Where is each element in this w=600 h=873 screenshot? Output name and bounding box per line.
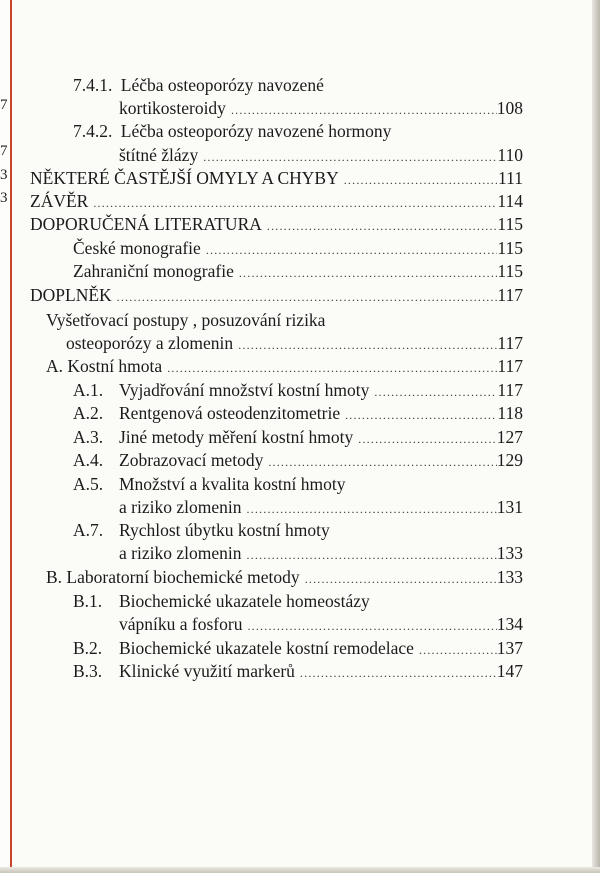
toc-entry-a5-cont[interactable] [119,497,523,519]
entry-title: Biochemické ukazatele kostní remodelace [119,638,414,658]
entry-title: Vyšetřovací postupy , posuzování rizika [46,310,326,330]
toc-entry-doplnek[interactable] [30,285,523,307]
leader-dots [302,569,497,589]
entry-title-cont: štítné žlázy [119,145,199,165]
toc-entry-vysetrovaci-postupy[interactable] [46,310,325,330]
entry-number: B.2. [73,638,103,658]
leader-dots [164,358,497,378]
toc-entry-b1[interactable] [73,591,370,611]
leader-dots [342,405,497,425]
page-number: 134 [496,614,523,634]
leader-dots [243,545,496,565]
entry-title: Klinické využití markerů [119,661,295,681]
margin-fragment: 7 [0,97,8,113]
toc-entry-7-4-2-cont[interactable] [119,145,523,167]
leader-dots [265,452,496,472]
leader-dots [264,216,497,236]
leader-dots [371,382,497,402]
page-number: 133 [496,543,523,563]
toc-entry-a5[interactable] [73,474,346,494]
toc-entry-vysetrovaci-postupy-cont[interactable] [66,333,523,355]
leader-dots [228,100,497,120]
toc-entry-zahranicni-monografie[interactable] [73,261,523,283]
entry-title: B. Laboratorní biochemické metody [46,567,300,587]
entry-title-cont: a riziko zlomenin [119,497,242,517]
page-number: 117 [497,333,523,353]
entry-number: A.2. [73,403,104,423]
entry-title: ZÁVĚR [30,191,89,211]
leader-dots [243,499,496,519]
leader-dots [297,663,497,683]
entry-title: Biochemické ukazatele homeostázy [119,591,370,611]
toc-entry-b2[interactable] [73,638,523,660]
entry-title: Vyjadřování množství kostní hmoty [119,380,370,400]
page-number: 108 [496,98,523,118]
page-number: 137 [496,638,523,658]
page-number: 117 [497,285,523,305]
margin-fragment: 3 [0,190,8,206]
entry-title: DOPORUČENÁ LITERATURA [30,214,262,234]
toc-entry-a3[interactable] [73,427,523,449]
page-number: 127 [496,427,523,447]
entry-title: Rentgenová osteodenzitometrie [119,403,341,423]
toc-entry-laboratorni-metody[interactable] [46,567,523,589]
entry-number: A.7. [73,520,104,540]
toc-entry-a7[interactable] [73,520,330,540]
leader-dots [244,616,496,636]
toc-entry-literatura[interactable] [30,214,523,236]
entry-title-cont: vápníku a fosforu [119,614,243,634]
page-number: 115 [497,214,523,234]
leader-dots [200,147,497,167]
entry-title: NĚKTERÉ ČASTĚJŠÍ OMYLY A CHYBY [30,168,339,188]
entry-title: Zobrazovací metody [119,450,264,470]
entry-title: Množství a kvalita kostní hmoty [119,474,346,494]
entry-title-cont: osteoporózy a zlomenin [66,333,234,353]
entry-title-cont: kortikosteroidy [119,98,226,118]
entry-number: A.5. [73,474,104,494]
entry-title: Léčba osteoporózy navozené hormony [120,121,392,141]
toc-entry-zaver[interactable] [30,191,523,213]
toc-entry-7-4-2[interactable] [73,121,391,141]
entry-title: DOPLNĚK [30,285,112,305]
toc-entry-ceske-monografie[interactable] [73,238,523,260]
toc-entry-a7-cont[interactable] [119,543,523,565]
toc-entry-a2[interactable] [73,403,523,425]
page-number: 118 [497,403,523,423]
page-number: 147 [496,661,523,681]
page-number: 133 [496,567,523,587]
entry-title: Rychlost úbytku kostní hmoty [119,520,330,540]
entry-number: B.1. [73,591,103,611]
entry-title: Zahraniční monografie [73,261,234,281]
margin-fragment: 3 [0,167,8,183]
leader-dots [341,170,497,190]
entry-number: A.3. [73,427,104,447]
page-number: 117 [497,356,523,376]
toc-entry-b3[interactable] [73,661,523,683]
entry-number: 7.4.2. [73,121,113,141]
toc-entry-7-4-1-cont[interactable] [119,98,523,120]
toc-entry-b1-cont[interactable] [119,614,523,636]
page-number: 117 [497,380,523,400]
entry-title: A. Kostní hmota [46,356,163,376]
leader-dots [236,263,497,283]
toc-entry-omyly[interactable] [30,168,523,190]
leader-dots [355,429,496,449]
toc-entry-7-4-1[interactable] [73,75,324,95]
toc-entry-a4[interactable] [73,450,523,472]
margin-fragment: 7 [0,143,8,159]
entry-title: Léčba osteoporózy navozené [120,75,324,95]
entry-title-cont: a riziko zlomenin [119,543,242,563]
page-number: 114 [497,191,523,211]
page-number: 110 [497,145,523,165]
leader-dots [416,640,497,660]
leader-dots [90,193,497,213]
page-number: 111 [498,168,523,188]
entry-title: Jiné metody měření kostní hmoty [119,427,354,447]
entry-number: 7.4.1. [73,75,113,95]
entry-number: A.1. [73,380,104,400]
leader-dots [203,240,497,260]
page-number: 115 [497,238,523,258]
page-number: 129 [496,450,523,470]
leader-dots [235,335,497,355]
leader-dots [114,287,497,307]
entry-number: B.3. [73,661,103,681]
entry-number: A.4. [73,450,104,470]
page-number: 131 [496,497,523,517]
entry-title: České monografie [73,238,201,258]
page-number: 115 [497,261,523,281]
toc-entry-a1[interactable] [73,380,523,402]
toc-entry-kostni-hmota[interactable] [46,356,523,378]
